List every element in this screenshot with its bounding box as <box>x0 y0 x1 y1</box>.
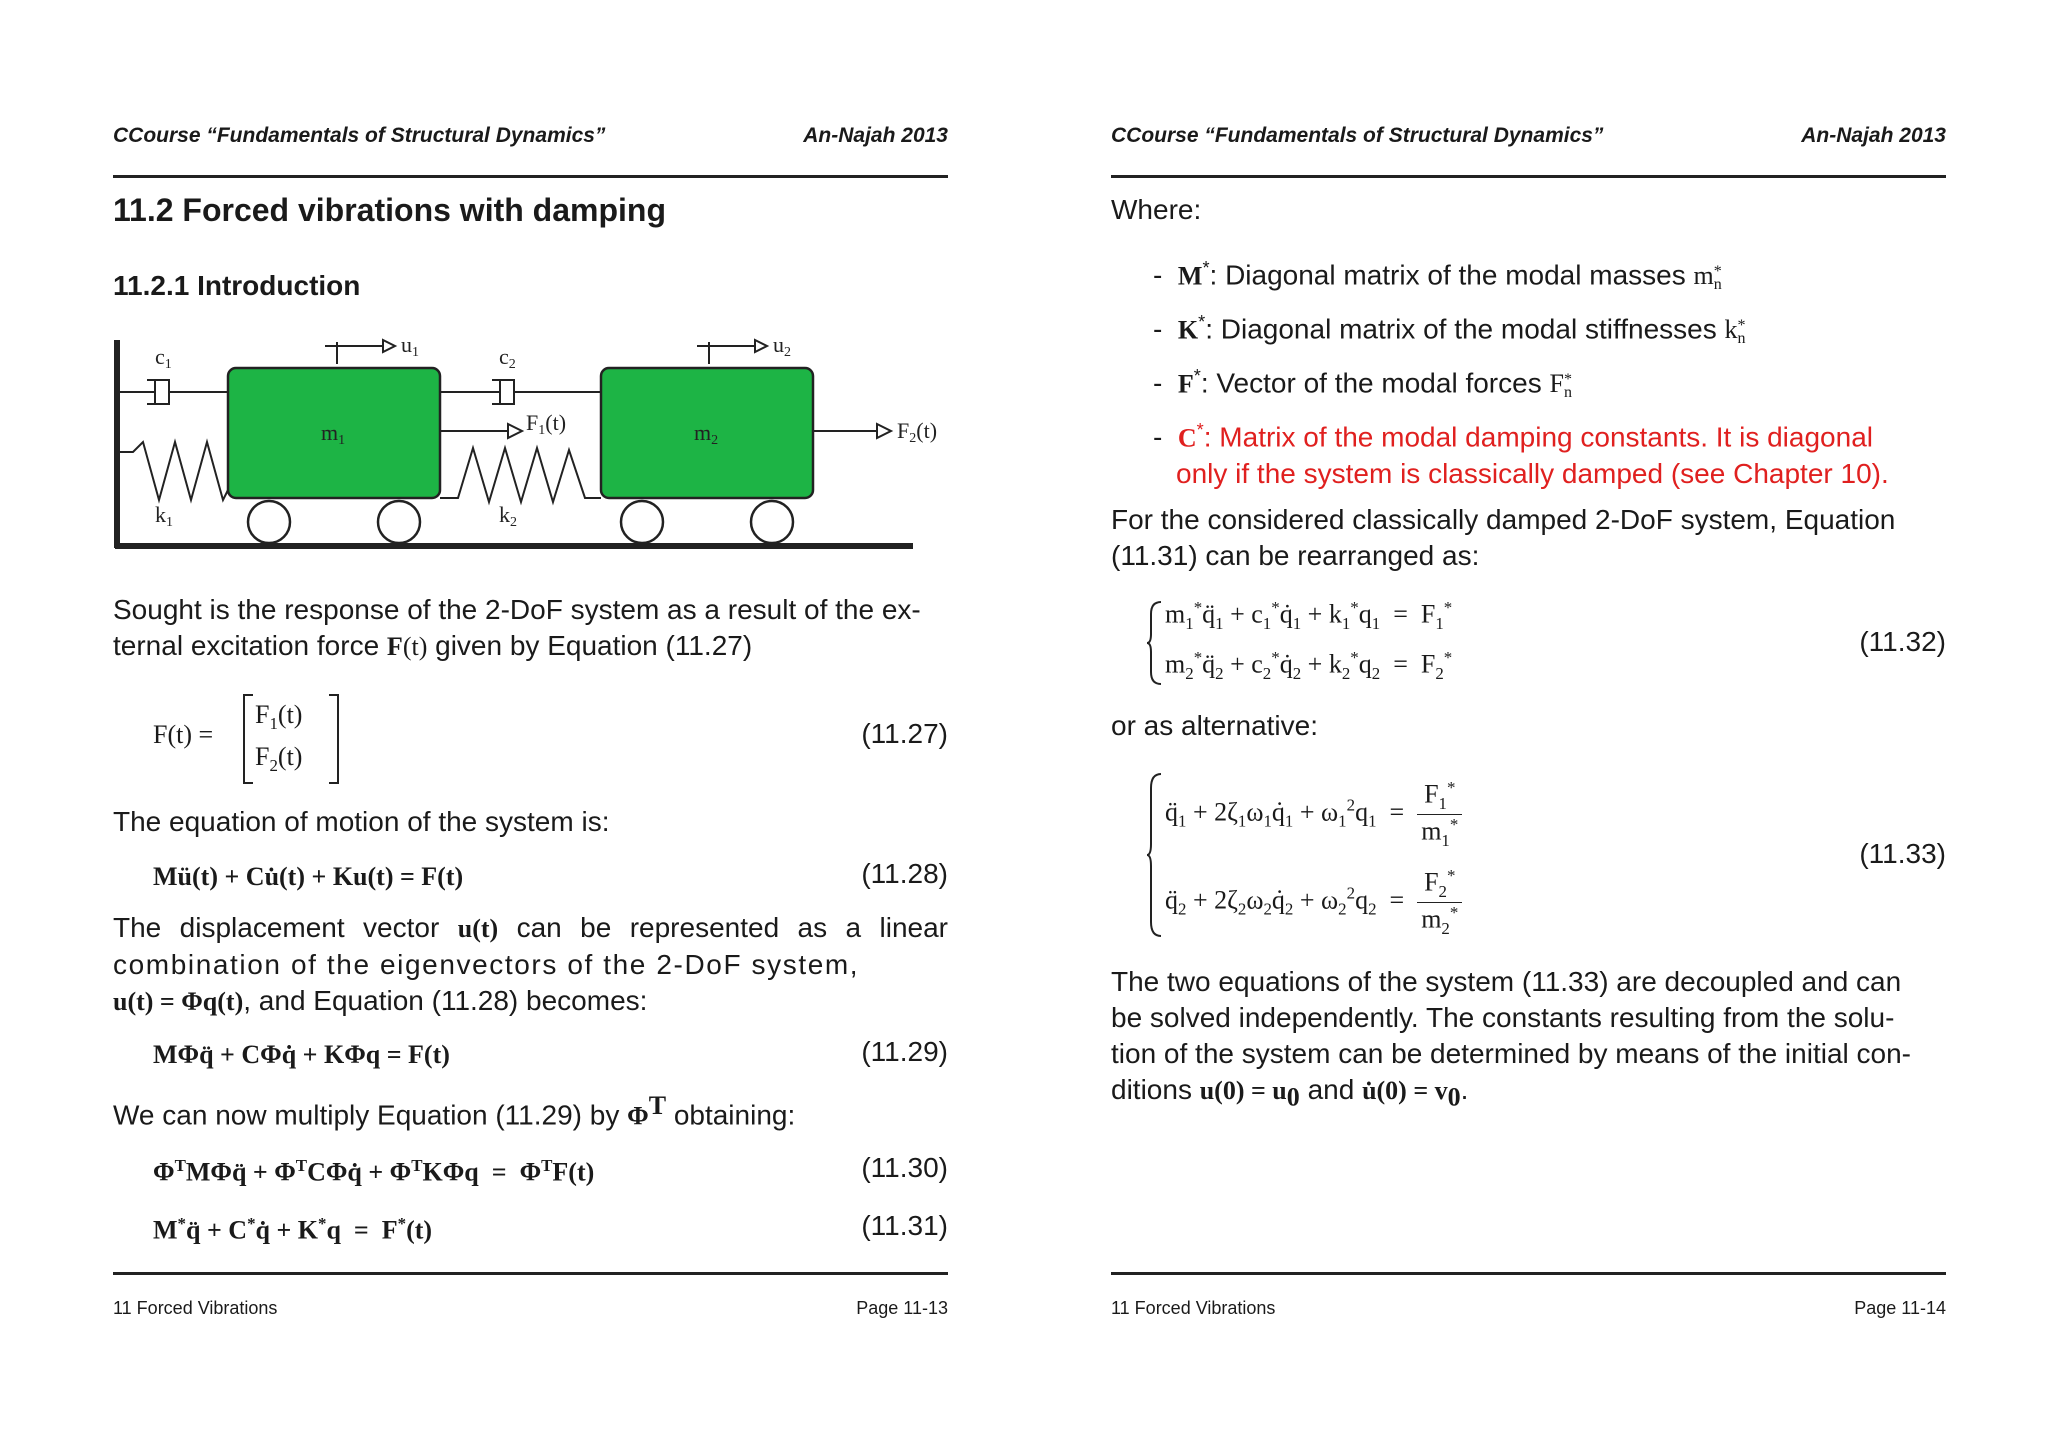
list-item-modal-stiffnesses: - K*: Diagonal matrix of the modal stiffnesses k * n <box>1153 312 1746 348</box>
page-header <box>1111 124 1946 160</box>
eq-11-32-row2: $m_2^*q̈_2$ + $c_2^*q̇_2 + k_2^*q_2 = F_2^*$ <box>1165 648 1453 683</box>
disp-u1-arrow <box>383 340 395 352</box>
page-header <box>113 124 948 160</box>
label-k1: k1 <box>155 502 173 530</box>
footer-rule <box>1111 1272 1946 1275</box>
spring-k1 <box>117 442 228 500</box>
subsection-title: 11.2.1 Introduction <box>113 270 361 301</box>
paragraph-decoupled: The two equations of the system (11.33) are decoupled and can be solved independently. The constants resulting from the solu- tion of the system can be determined by means of the initial con- ditions $u(0) = u_0$ and u̇(0) = $v_0$. <box>1111 966 1911 1112</box>
brace-11-32 <box>1147 600 1163 686</box>
label-f1: F1(t) <box>526 410 567 438</box>
brace-11-33 <box>1147 772 1163 938</box>
header-venue: An-Najah 2013 <box>803 124 948 147</box>
eq-number-11-32: (11.32) <box>1859 626 1946 657</box>
eq-11-28: Mü(t) + Cu̇(t) + Ku(t) = F(t) <box>153 862 464 891</box>
eq-number-11-30: (11.30) <box>861 1152 948 1183</box>
eq-11-27-vector: $F_1(t)$ $F_2(t)$ <box>243 694 423 784</box>
eq-11-30: $\Phi^TM\Phi q̈$ + $\Phi^TC\Phi q̇ + \Phi^TK\Phi q = \Phi^TF(t)$ <box>153 1156 595 1187</box>
wheel <box>248 501 290 543</box>
right-page <box>1111 0 1946 1448</box>
header-venue: An-Najah 2013 <box>1801 124 1946 147</box>
label-f2: F2(t) <box>897 418 938 446</box>
header-course: CCourse “Fundamentals of Structural Dynamics” <box>1111 124 1604 147</box>
wheel <box>378 501 420 543</box>
list-item-modal-damping: - C*: Matrix of the modal damping constants. It is diagonal only if the system is classically damped (see Chapter 10). <box>1153 420 1889 490</box>
alternative-label: or as alternative: <box>1111 710 1318 741</box>
force-f2-arrow <box>877 424 891 438</box>
label-k2: k2 <box>499 502 517 530</box>
spring-k2 <box>440 448 601 502</box>
eq-11-33-row2: $q̈_2$ + $2\zeta_2\omega_2q̇_2 + \omega_2^2q_2$ = $\frac{F_2^*}{m_2^*}$ <box>1165 866 1462 939</box>
eq-number-11-33: (11.33) <box>1859 838 1946 869</box>
paragraph-multiply: We can now multiply Equation (11.29) by $\Phi^T$ obtaining: <box>113 1091 796 1131</box>
section-title: 11.2 Forced vibrations with damping <box>113 192 666 228</box>
eq-11-27-lhs: F(t) = <box>153 720 214 749</box>
label-m1: m1 <box>321 420 346 448</box>
force-f1-arrow <box>508 424 522 438</box>
eq-11-29: MΦq̈ + CΦq̇ + KΦq = F(t) <box>153 1040 450 1069</box>
paragraph-sought: Sought is the response of the 2-DoF system as a result of the ex- ternal excitation force F(t) given by Equation (11.27) <box>113 594 921 661</box>
two-dof-figure <box>113 330 938 560</box>
list-item-modal-masses: - M*: Diagonal matrix of the modal masses m * n <box>1153 258 1722 294</box>
label-u2: u2 <box>773 332 791 360</box>
disp-u2-arrow <box>755 340 767 352</box>
wheel <box>621 501 663 543</box>
eq-number-11-31: (11.31) <box>861 1210 948 1241</box>
paragraph-eom: The equation of motion of the system is: <box>113 806 610 837</box>
eq-11-31: M*q̈ + C*q̇ + K*q = F*(t) <box>153 1214 433 1245</box>
eq-11-33-row1: $q̈_1$ + $2\zeta_1\omega_1q̇_1 + \omega_1^2q_1$ = $\frac{F_1^*}{m_1^*}$ <box>1165 778 1462 851</box>
eq-11-32-row1: $m_1^*q̈_1$ + $c_1^*q̇_1 + k_1^*q_1 = F_1^*$ <box>1165 598 1453 633</box>
label-c1: c1 <box>155 344 172 372</box>
list-item-modal-forces: - F*: Vector of the modal forces F * n <box>1153 366 1572 402</box>
footer-chapter: 11 Forced Vibrations <box>1111 1298 1276 1318</box>
header-rule <box>1111 175 1946 178</box>
footer-page: Page 11-14 <box>1854 1298 1946 1318</box>
header-rule <box>113 175 948 178</box>
wheel <box>751 501 793 543</box>
footer-rule <box>113 1272 948 1275</box>
paragraph-displacement: The displacement vector u(t) can be represented as a linear combination of the eigenvectors of the 2-DoF system, u(t) = Φq(t), and Equation (11.28) becomes: <box>113 912 949 1016</box>
footer-page: Page 11-13 <box>856 1298 948 1318</box>
label-c2: c2 <box>499 344 516 372</box>
footer-chapter: 11 Forced Vibrations <box>113 1298 278 1318</box>
paragraph-rearranged: For the considered classically damped 2-DoF system, Equation (11.31) can be rearranged as: <box>1111 504 1896 571</box>
eq-number-11-27: (11.27) <box>861 718 948 749</box>
header-course: CCourse “Fundamentals of Structural Dynamics” <box>113 124 606 147</box>
label-m2: m2 <box>694 420 719 448</box>
eq-number-11-29: (11.29) <box>861 1036 948 1067</box>
label-u1: u1 <box>401 332 419 360</box>
where-label: Where: <box>1111 194 1202 225</box>
eq-number-11-28: (11.28) <box>861 858 948 889</box>
left-page <box>113 0 948 1448</box>
